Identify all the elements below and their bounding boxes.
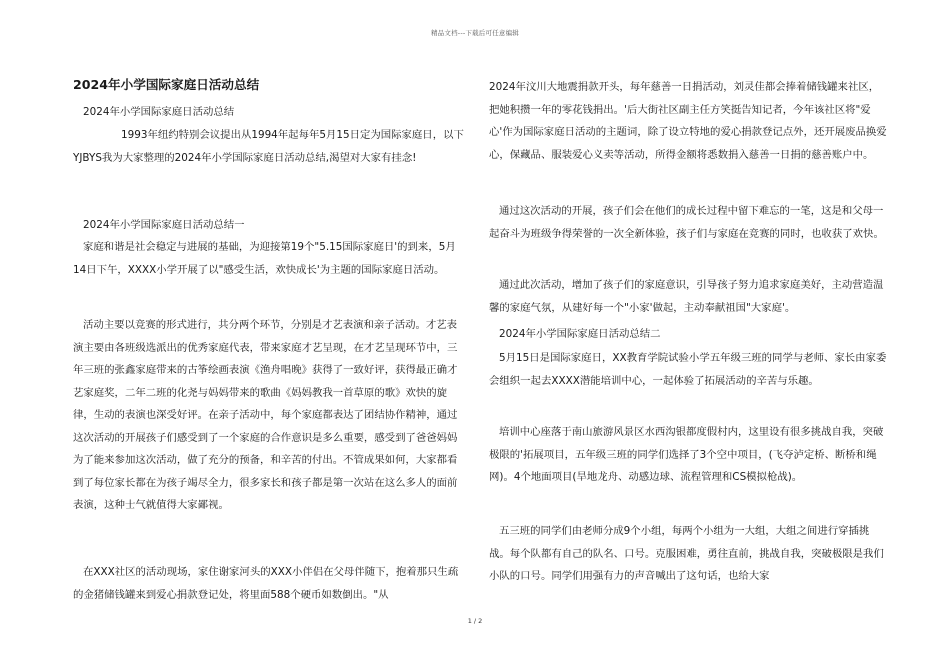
- body-paragraph: 在XXX社区的活动现场，家住谢家河头的XXX小伴侣在父母伴随下，抱着那只生疏的金猪储钱罐来到爱心捐款登记处，将里面588个硬币如数倒出。"从: [73, 566, 459, 601]
- body-paragraph: 5月15日是国际家庭日，XX教育学院试验小学五年级三班的同学与老师、家长由家委会组织一起去XXXX潜能培训中心，一起体验了拓展活动的辛苦与乐趣。: [489, 352, 887, 387]
- intro-paragraph: 1993年纽约特别会议提出从1994年起每年5月15日定为国际家庭日，以下YJBYS我为大家整理的2024年小学国际家庭日活动总结,渴望对大家有挂念!: [73, 129, 464, 164]
- body-paragraph: 通过这次活动的开展，孩子们会在他们的成长过程中留下难忘的一笔，这是和父母一起奋斗为班级争得荣誉的一次全新体验，孩子们与家庭在竞赛的同时，也收获了欢快。: [489, 205, 884, 240]
- body-paragraph: 通过此次活动，增加了孩子们的家庭意识，引导孩子努力追求家庭美好，主动营造温馨的家庭气氛，从建好每一个"小家'做起，主动奉献祖国"大家庭'。: [489, 279, 884, 314]
- page-number: 1 / 2: [467, 617, 483, 625]
- page-header: 精品文档---下载后可任意编辑: [430, 29, 520, 37]
- body-paragraph: 培训中心座落于南山旅游风景区水西沟银都度假村内，这里设有很多挑战自我，突破极限的'拓展项目，五年级三班的同学们选择了3个空中项目，(飞夺泸定桥、断桥和绳网)。4个地面项目(旱地龙舟、动感边球、流程管理和CS模拟枪战)。: [489, 426, 884, 483]
- body-paragraph: 五三班的同学们由老师分成9个小组，每两个小组为一大组，大组之间进行穿插挑战。每个队都有自己的队名、口号。克服困难，勇往直前，挑战自我，突破极限是我们小队的口号。同学们用强有力的声音喊出了这句话，也给大家: [489, 525, 884, 582]
- subtitle-paragraph: 2024年小学国际家庭日活动总结: [83, 106, 235, 118]
- section-heading-1: 2024年小学国际家庭日活动总结一: [83, 219, 245, 231]
- document-title: 2024年小学国际家庭日活动总结: [73, 77, 260, 92]
- body-paragraph: 家庭和谐是社会稳定与进展的基础，为迎接第19个"5.15国际家庭日'的到来，5月14日下午，XXXX小学开展了以"感受生活，欢快成长'为主题的国际家庭日活动。: [73, 241, 456, 276]
- body-paragraph: 2024年汶川大地震捐款开头，每年慈善一日捐活动，刘灵佳都会捧着储钱罐来社区，把她积攒一年的零花钱捐出。'后大街社区副主任方笑挺告知记者，今年该社区将"爱心'作为国际家庭日活动的主题词，除了设立特地的爱心捐款登记点外，还开展废品换爱心，保藏品、服装爱心义卖等活动，所得金额将悉数捐入慈善一日捐的慈善账户中。: [489, 81, 887, 161]
- body-paragraph: 活动主要以竞赛的形式进行，共分两个环节，分别是才艺表演和亲子活动。才艺表演主要由各班级选派出的优秀家庭代表，带来家庭才艺呈现，在才艺呈现环节中，三年三班的张鑫家庭带来的古筝绘画表演《渔舟唱晚》获得了一致好评，获得最正确才艺家庭奖，二年二班的化尧与妈妈带来的歌曲《妈妈教我一首草原的歌》欢快的旋律，生动的表演也深受好评。在亲子活动中，每个家庭都表达了团结协作精神，通过这次活动的开展孩子们感受到了一个家庭的合作意识是多么重要，感受到了爸爸妈妈为了能来参加这次活动，做了充分的预备，和辛苦的付出。不管成果如何，大家都看到了每位家长都在为孩子竭尽全力，很多家长和孩子都是第一次站在这么多人的面前表演，这种士气就值得大家鄙视。: [73, 319, 458, 511]
- section-heading-2: 2024年小学国际家庭日活动总结二: [499, 328, 661, 340]
